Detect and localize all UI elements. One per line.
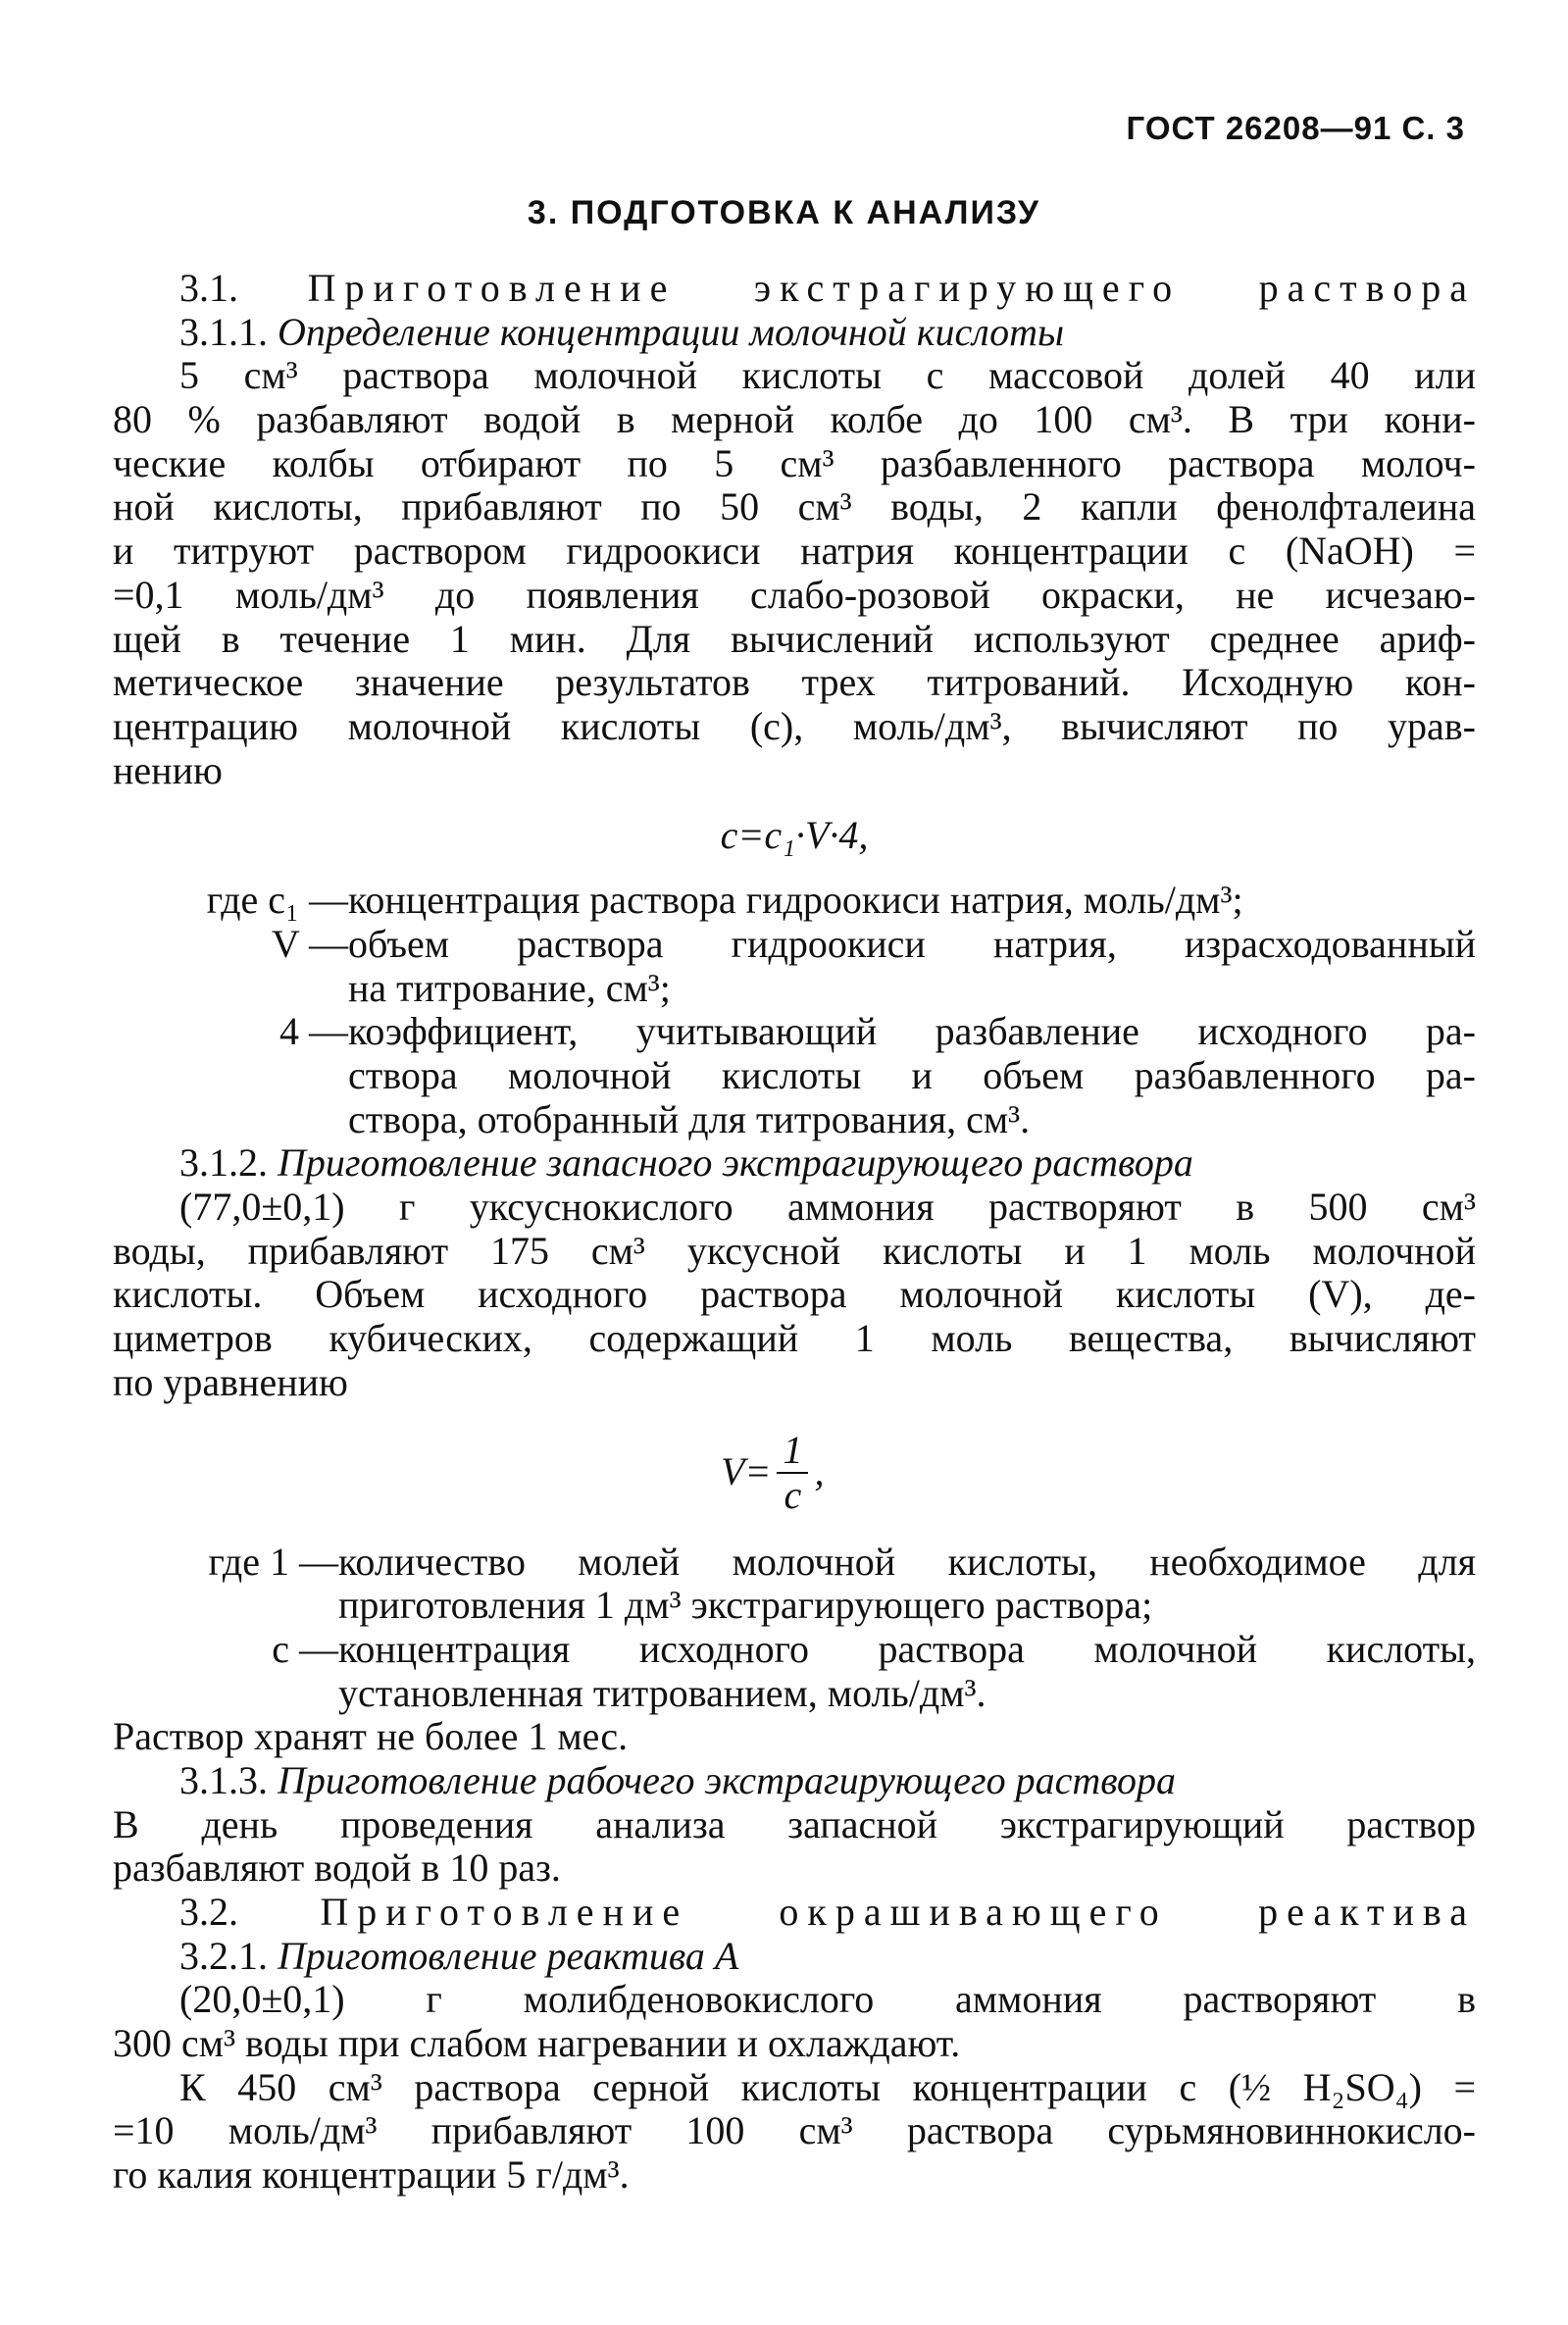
- paragraph-line: (77,0±0,1) г уксуснокислого аммония растворяют в 500 см³: [179, 1185, 1476, 1230]
- paragraph-line: го калия концентрации 5 г/дм³.: [113, 2152, 630, 2198]
- where-item: [113, 923, 1476, 1010]
- subsection-number: 3.2.: [179, 1890, 238, 1935]
- subsection-number: 3.1.3.: [179, 1757, 268, 1802]
- document-body: [113, 267, 1476, 2198]
- paragraph-line: =0,1 моль/дм³ до появления слабо-розовой окраски, не исчезаю-: [113, 572, 1476, 617]
- subsection-number: 3.1.: [179, 266, 238, 310]
- paragraph-line: В день проведения анализа запасной экстрагирующий раствор: [113, 1801, 1476, 1846]
- where-text: приготовления 1 дм³ экстрагирующего раствора;: [338, 1583, 1153, 1628]
- paragraph-line: щей в течение 1 мин. Для вычислений используют среднее ариф-: [113, 616, 1476, 661]
- subsection-heading-3-1: [113, 267, 1476, 311]
- subsection-heading-3-2-1: [113, 1935, 1476, 1979]
- subsection-title: Приготовление запасного экстрагирующего раствора: [278, 1140, 1193, 1186]
- formula-numerator: 1: [777, 1429, 808, 1474]
- where-label: 4 —: [279, 1009, 348, 1054]
- where-text: на титрование, см³;: [348, 965, 671, 1010]
- where-label: где 1 —: [208, 1539, 338, 1584]
- paragraph-line: метическое значение результатов трех титрований. Исходную кон-: [113, 660, 1476, 705]
- subsection-number: 3.1.1.: [179, 309, 268, 354]
- subsection-heading-3-1-1: [113, 311, 1476, 355]
- where-label: c —: [272, 1626, 338, 1671]
- formula-lhs: V=: [721, 1449, 772, 1494]
- where-text: створа молочной кислоты и объем разбавленного ра-: [348, 1053, 1476, 1098]
- formula-fraction: [777, 1429, 808, 1517]
- formula-denominator: c: [784, 1472, 802, 1517]
- subsection-heading-3-2: [113, 1891, 1476, 1935]
- where-item: [113, 1010, 1476, 1141]
- paragraph-line: ческие колбы отбирают по 5 см³ разбавленного раствора молоч-: [113, 440, 1476, 485]
- subsection-number: 3.1.2.: [179, 1140, 268, 1186]
- formula-concentration: c=c₁·V·4,: [720, 813, 869, 858]
- paragraph-line: 5 см³ раствора молочной кислоты с массовой долей 40 или: [179, 353, 1476, 398]
- paragraph-line: воды, прибавляют 175 см³ уксусной кислоты и 1 моль молочной: [113, 1228, 1476, 1273]
- paragraph-line: К 450 см³ раствора серной кислоты концентрации c (½ H₂SO₄) =: [179, 2064, 1476, 2109]
- subsection-title: Определение концентрации молочной кислоты: [278, 309, 1065, 354]
- subsection-title: Приготовление окрашивающего реактива: [320, 1890, 1477, 1935]
- paragraph-line: ной кислоты, прибавляют по 50 см³ воды, 2 капли фенолфталеина: [113, 484, 1476, 530]
- where-text: концентрация исходного раствора молочной кислоты,: [338, 1626, 1476, 1671]
- where-item: [113, 879, 1476, 923]
- subsection-number: 3.2.1.: [179, 1933, 268, 1978]
- paragraph-line: разбавляют водой в 10 раз.: [113, 1845, 561, 1891]
- where-item: [113, 1628, 1476, 1715]
- where-text: створа, отобранный для титрования, см³.: [348, 1096, 1031, 1141]
- where-label: где c₁ —: [206, 878, 348, 923]
- where-text: установленная титрованием, моль/дм³.: [338, 1670, 986, 1715]
- paragraph-line: 300 см³ воды при слабом нагревании и охлаждают.: [113, 2021, 961, 2066]
- paragraph-line: и титруют раствором гидроокиси натрия концентрации c (NaOH) =: [113, 529, 1476, 574]
- where-item: [113, 1541, 1476, 1628]
- section-title: 3. ПОДГОТОВКА К АНАЛИЗУ: [527, 194, 1041, 231]
- paragraph-line: нению: [113, 747, 223, 792]
- paragraph-line: =10 моль/дм³ прибавляют 100 см³ раствора сурьмяновиннокисло-: [113, 2108, 1476, 2153]
- formula-volume: [113, 1405, 1476, 1541]
- subsection-title: Приготовление реактива А: [278, 1933, 739, 1978]
- where-text: концентрация раствора гидроокиси натрия, моль/дм³;: [348, 878, 1243, 923]
- subsection-title: Приготовление рабочего экстрагирующего раствора: [278, 1757, 1177, 1802]
- where-label: V —: [271, 921, 348, 966]
- subsection-heading-3-1-2: [113, 1141, 1476, 1186]
- formula-tail: ,: [814, 1449, 825, 1494]
- paragraph-line: циметров кубических, содержащий 1 моль вещества, вычисляют: [113, 1316, 1476, 1361]
- paragraph-line: по уравнению: [113, 1359, 348, 1404]
- where-text: объем раствора гидроокиси натрия, израсходованный: [348, 921, 1476, 966]
- paragraph-line: 80 % разбавляют водой в мерной колбе до 100 см³. В три кони-: [113, 397, 1476, 442]
- storage-note: Раствор хранят не более 1 мес.: [113, 1714, 629, 1759]
- where-text: коэффициент, учитывающий разбавление исходного ра-: [348, 1009, 1476, 1054]
- where-text: количество молей молочной кислоты, необходимое для: [338, 1539, 1476, 1584]
- paragraph-line: центрацию молочной кислоты (c), моль/дм³, вычисляют по урав-: [113, 703, 1476, 748]
- subsection-title: Приготовление экстрагирующего раствора: [307, 266, 1477, 310]
- paragraph-line: (20,0±0,1) г молибденовокислого аммония растворяют в: [179, 1977, 1476, 2022]
- page-header: ГОСТ 26208—91 С. 3: [1126, 110, 1465, 146]
- subsection-heading-3-1-3: [113, 1759, 1476, 1803]
- paragraph-line: кислоты. Объем исходного раствора молочной кислоты (V), де-: [113, 1272, 1476, 1317]
